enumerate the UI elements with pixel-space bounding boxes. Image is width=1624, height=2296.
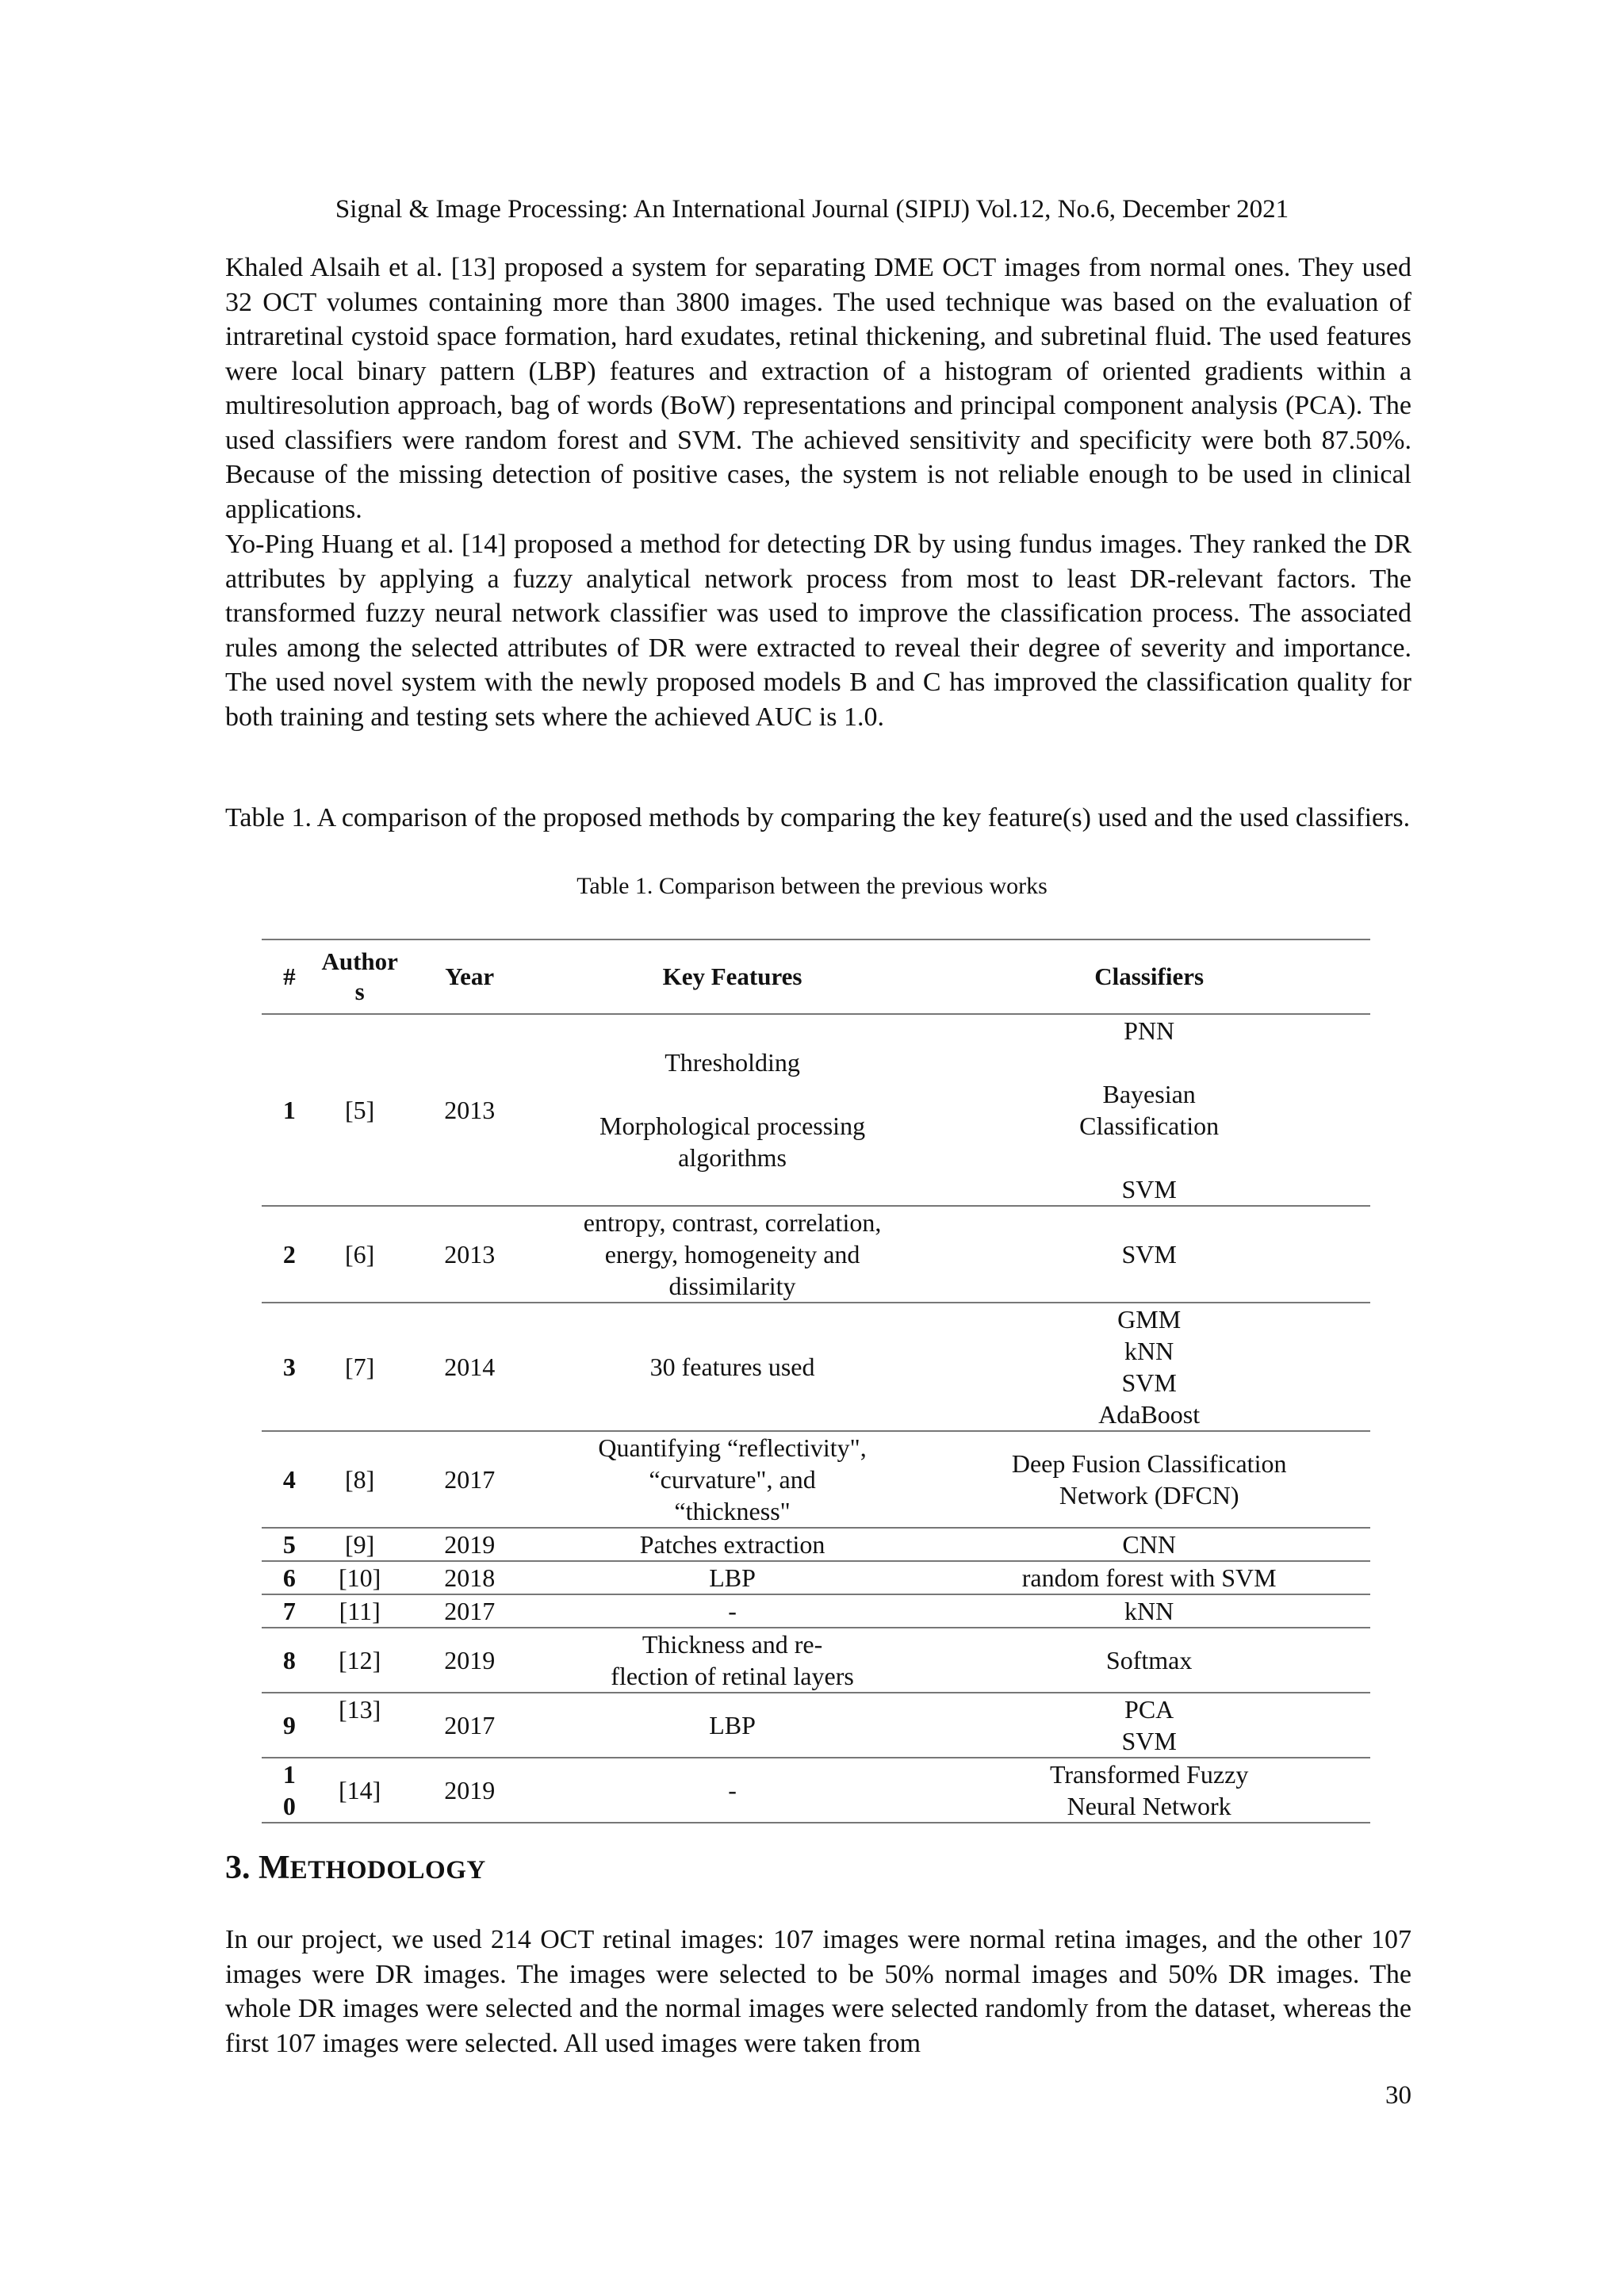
cell-ref: [13] (317, 1693, 403, 1758)
comparison-table (262, 939, 1370, 1823)
cell-features: LBP (537, 1693, 929, 1758)
header-classifiers: Classifiers (928, 939, 1370, 1014)
cell-features (537, 1431, 929, 1528)
header-authors-line2: s (354, 978, 365, 1005)
table-row (262, 1628, 1370, 1693)
feature-line: Quantifying “reflectivity", (598, 1433, 867, 1462)
classifier-line: Transformed Fuzzy (1049, 1760, 1249, 1789)
section-title-rest: ETHODOLOGY (289, 1856, 486, 1885)
feature-line: flection of retinal layers (611, 1662, 854, 1690)
table-row (262, 1014, 1370, 1206)
cell-num (262, 1758, 317, 1823)
cell-year: 2013 (403, 1014, 537, 1206)
cell-year: 2018 (403, 1561, 537, 1594)
cell-year: 2019 (403, 1628, 537, 1693)
classifier-line: kNN (1124, 1337, 1174, 1365)
table-row (262, 1693, 1370, 1758)
cell-year: 2017 (403, 1431, 537, 1528)
cell-num: 2 (262, 1206, 317, 1303)
classifier-line: PCA (1124, 1695, 1174, 1724)
feature-line: energy, homogeneity and (604, 1240, 860, 1269)
classifier-line: GMM (1117, 1305, 1182, 1334)
cell-classifiers: Softmax (928, 1628, 1370, 1693)
cell-year: 2017 (403, 1693, 537, 1758)
cell-year: 2013 (403, 1206, 537, 1303)
cell-classifiers (928, 1206, 1370, 1303)
cell-features: - (537, 1758, 929, 1823)
cell-features: Patches extraction (537, 1528, 929, 1561)
header-authors-line1: Author (321, 947, 398, 975)
header-year: Year (403, 939, 537, 1014)
feature-line: Morphological processing (599, 1112, 866, 1140)
cell-features (537, 1014, 929, 1206)
cell-num: 9 (262, 1693, 317, 1758)
cell-ref: [9] (317, 1528, 403, 1561)
paragraph-huang: Yo-Ping Huang et al. [14] proposed a method for detecting DR by using fundus images. They ranked the DR attributes by applying a fuzzy analytical network process from most to least DR-relevant factors. The transformed fuzzy neural network classifier was used to improve the classification process. The associated rules among the selected attributes of DR were extracted to reveal their degree of severity and importance. The used novel system with the newly proposed models B and C has improved the classification quality for both training and testing sets where the achieved AUC is 1.0. (225, 530, 1411, 732)
feature-line: 30 features used (649, 1353, 815, 1381)
cell-ref: [14] (317, 1758, 403, 1823)
paragraph-alsaih: Khaled Alsaih et al. [13] proposed a system for separating DME OCT images from normal ones. They used 32 OCT volumes containing more than 3800 images. The used technique was based on the evaluation of intraretinal cystoid space formation, hard exudates, retinal thickening, and subretinal fluid. The used features were local binary pattern (LBP) features and extraction of a histogram of oriented gradients within a multiresolution approach, bag of words (BoW) representations and principal component analysis (PCA). The used classifiers were random forest and SVM. The achieved sensitivity and specificity were both 87.50%. Because of the missing detection of positive cases, the system is not reliable enough to be used in clinical applications. (225, 253, 1411, 524)
line-gap (931, 1142, 1367, 1173)
cell-num: 8 (262, 1628, 317, 1693)
num-line: 0 (282, 1792, 296, 1820)
classifier-line: AdaBoost (1098, 1400, 1201, 1429)
line-gap (540, 1078, 925, 1110)
cell-year: 2017 (403, 1594, 537, 1628)
classifier-line: Network (DFCN) (1059, 1481, 1239, 1510)
classifier-line: SVM (1121, 1175, 1177, 1203)
section-number: 3. (225, 1850, 251, 1886)
cell-num: 1 (262, 1014, 317, 1206)
classifier-line: Bayesian (1102, 1080, 1196, 1108)
cell-classifiers: random forest with SVM (928, 1561, 1370, 1594)
feature-line: entropy, contrast, correlation, (583, 1208, 882, 1237)
feature-line: “curvature", and (649, 1465, 816, 1494)
classifier-line: SVM (1121, 1240, 1177, 1269)
cell-features: LBP (537, 1561, 929, 1594)
classifier-line: Classification (1079, 1112, 1220, 1140)
header-features: Key Features (537, 939, 929, 1014)
cell-features: - (537, 1594, 929, 1628)
feature-line: algorithms (678, 1143, 787, 1172)
feature-line: Thickness and re- (642, 1630, 823, 1659)
feature-line: “thickness" (674, 1497, 791, 1525)
cell-classifiers (928, 1758, 1370, 1823)
cell-ref: [8] (317, 1431, 403, 1528)
cell-ref: [11] (317, 1594, 403, 1628)
page-number: 30 (1385, 2081, 1411, 2110)
section-title-initial: M (259, 1850, 290, 1886)
cell-classifiers (928, 1431, 1370, 1528)
cell-classifiers: CNN (928, 1528, 1370, 1561)
cell-classifiers (928, 1303, 1370, 1431)
section-heading (225, 1847, 486, 1891)
cell-ref: [7] (317, 1303, 403, 1431)
cell-num: 3 (262, 1303, 317, 1431)
num-line: 1 (282, 1760, 296, 1789)
cell-ref: [10] (317, 1561, 403, 1594)
feature-line: dissimilarity (668, 1272, 796, 1300)
cell-year: 2014 (403, 1303, 537, 1431)
header-num: # (262, 939, 317, 1014)
table-row (262, 1528, 1370, 1561)
cell-features (537, 1303, 929, 1431)
cell-num: 4 (262, 1431, 317, 1528)
classifier-line: SVM (1121, 1727, 1177, 1755)
cell-num: 7 (262, 1594, 317, 1628)
table-header-row (262, 939, 1370, 1014)
cell-features (537, 1206, 929, 1303)
header-authors (317, 939, 403, 1014)
table-row (262, 1431, 1370, 1528)
table-caption: Table 1. Comparison between the previous works (576, 873, 1048, 899)
cell-num: 5 (262, 1528, 317, 1561)
table-row (262, 1303, 1370, 1431)
cell-classifiers: kNN (928, 1594, 1370, 1628)
line-gap (931, 1047, 1367, 1078)
table-row (262, 1206, 1370, 1303)
table-row (262, 1561, 1370, 1594)
cell-year: 2019 (403, 1528, 537, 1561)
paragraph-table-intro: Table 1. A comparison of the proposed methods by comparing the key feature(s) used and the used classifiers. (225, 803, 1411, 832)
cell-ref: [12] (317, 1628, 403, 1693)
classifier-line: Deep Fusion Classification (1011, 1449, 1287, 1478)
cell-classifiers (928, 1014, 1370, 1206)
cell-num: 6 (262, 1561, 317, 1594)
cell-year: 2019 (403, 1758, 537, 1823)
cell-ref: [6] (317, 1206, 403, 1303)
classifier-line: SVM (1121, 1368, 1177, 1397)
cell-ref: [5] (317, 1014, 403, 1206)
classifier-line: PNN (1124, 1016, 1175, 1045)
feature-line: Thresholding (665, 1048, 800, 1077)
paragraph-methodology: In our project, we used 214 OCT retinal images: 107 images were normal retina images, and the other 107 images were DR images. The images were selected to be 50% normal images and 50% DR images. The whole DR images were selected and the normal images were selected randomly from the dataset, whereas the first 107 images were selected. All used images were taken from (225, 1925, 1411, 2058)
cell-classifiers (928, 1693, 1370, 1758)
running-header: Signal & Image Processing: An International Journal (SIPIJ) Vol.12, No.6, December 2021 (335, 195, 1289, 224)
table-row (262, 1594, 1370, 1628)
classifier-line: Neural Network (1067, 1792, 1231, 1820)
table-row (262, 1758, 1370, 1823)
cell-features (537, 1628, 929, 1693)
